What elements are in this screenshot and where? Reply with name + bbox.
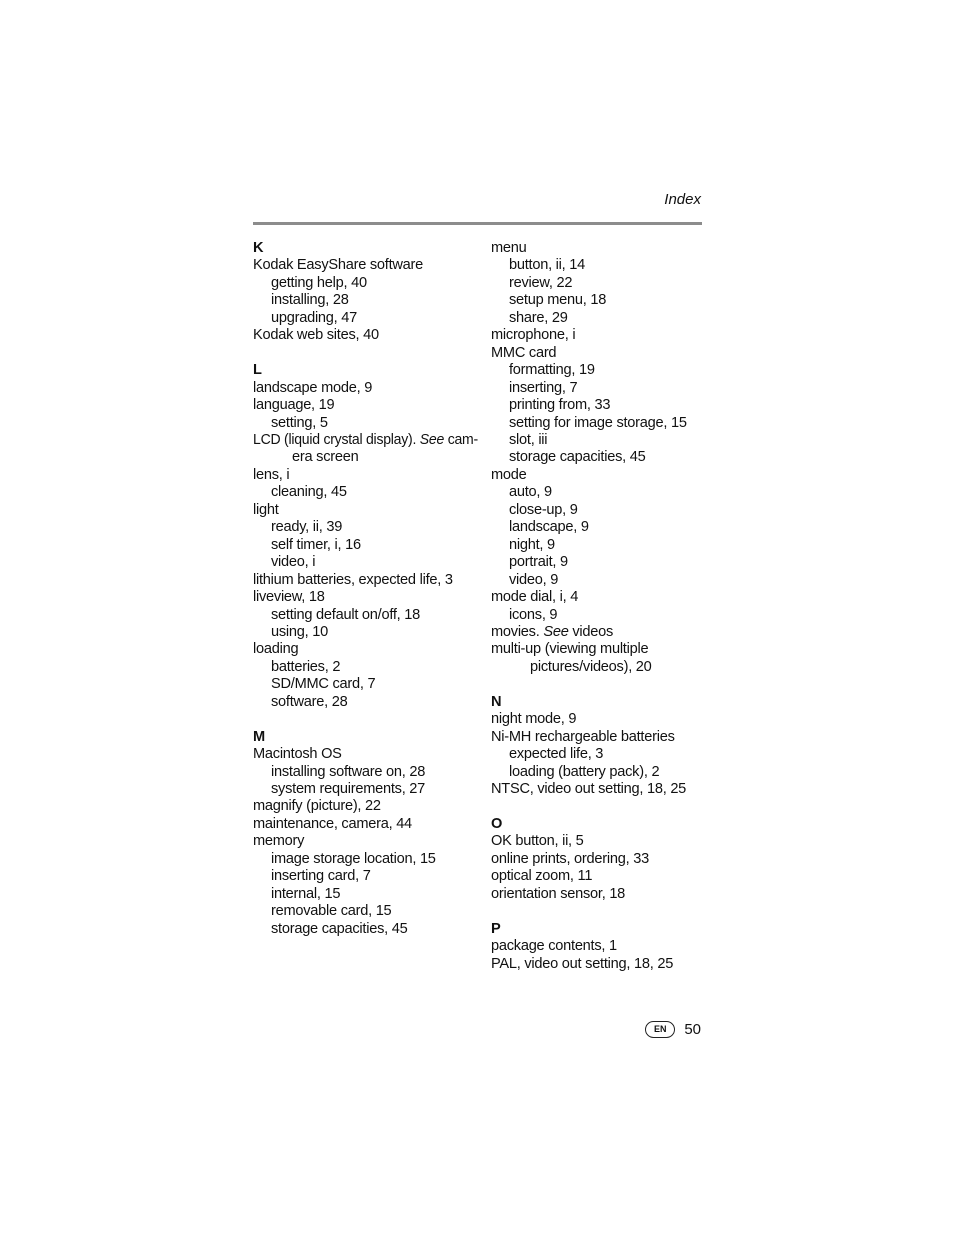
- running-header-title: Index: [664, 191, 701, 208]
- index-entry-text: M: [253, 728, 265, 745]
- index-entry-text: P: [491, 920, 501, 937]
- index-entry: [253, 641, 478, 658]
- index-subentry: [491, 537, 716, 554]
- index-subentry: [253, 484, 478, 501]
- index-entry-text: O: [491, 815, 503, 832]
- see-target-text: videos: [568, 623, 614, 640]
- index-entry-text: internal, 15: [271, 885, 341, 902]
- index-subentry: [253, 659, 478, 676]
- index-entry-text: setup menu, 18: [509, 292, 607, 309]
- index-entry-text: setting default on/off, 18: [271, 606, 421, 623]
- index-subentry: [253, 694, 478, 711]
- language-badge: EN: [645, 1021, 675, 1038]
- index-entry-text: night mode, 9: [491, 711, 577, 728]
- index-entry: [253, 833, 478, 850]
- index-subentry: [491, 397, 716, 414]
- see-reference: See: [419, 431, 445, 448]
- section-spacer: [491, 676, 716, 693]
- index-entry: [491, 956, 716, 973]
- index-entry-text: system requirements, 27: [271, 781, 426, 798]
- index-entry-text: landscape mode, 9: [253, 379, 373, 396]
- index-entry: [491, 938, 716, 955]
- index-entry: [491, 711, 716, 728]
- index-letter-heading: [491, 921, 716, 938]
- index-subentry: [491, 415, 716, 432]
- index-column-right: [491, 240, 716, 973]
- index-entry: [253, 589, 478, 606]
- index-entry-text: era screen: [292, 449, 359, 466]
- index-subentry: [253, 292, 478, 309]
- index-entry-text: video, 9: [509, 571, 559, 588]
- index-subentry: [253, 851, 478, 868]
- index-entry-text: share, 29: [509, 309, 568, 326]
- section-spacer: [253, 711, 478, 728]
- index-letter-heading: [491, 694, 716, 711]
- section-spacer: [491, 798, 716, 815]
- index-entry-continuation: [253, 449, 478, 466]
- index-entry-text: getting help, 40: [271, 274, 367, 291]
- index-entry-text: expected life, 3: [509, 746, 604, 763]
- index-subentry: [253, 554, 478, 571]
- index-subentry: [491, 764, 716, 781]
- index-entry-text: removable card, 15: [271, 903, 392, 920]
- index-subentry: [253, 676, 478, 693]
- index-subentry: [253, 537, 478, 554]
- index-entry: [491, 467, 716, 484]
- index-entry-text: multi-up (viewing multiple: [491, 641, 649, 658]
- index-entry-text: Ni-MH rechargeable batteries: [491, 728, 675, 745]
- index-subentry: [253, 624, 478, 641]
- index-entry-text: installing, 28: [271, 292, 349, 309]
- index-subentry: [253, 903, 478, 920]
- index-entry: [491, 781, 716, 798]
- index-subentry: [491, 484, 716, 501]
- index-subentry: [253, 868, 478, 885]
- index-entry-text: landscape, 9: [509, 519, 589, 536]
- index-entry: [253, 798, 478, 815]
- index-entry: [491, 327, 716, 344]
- index-entry-text: magnify (picture), 22: [253, 798, 381, 815]
- index-entry-continuation: [491, 659, 716, 676]
- index-entry-text: memory: [253, 833, 305, 850]
- section-spacer: [491, 903, 716, 920]
- index-entry-text: Kodak EasyShare software: [253, 257, 424, 274]
- index-entry-text: mode dial, i, 4: [491, 589, 579, 606]
- index-entry-text: liveview, 18: [253, 589, 325, 606]
- index-entry-text: maintenance, camera, 44: [253, 815, 412, 832]
- index-subentry: [253, 764, 478, 781]
- index-subentry: [491, 449, 716, 466]
- index-entry-text: LCD (liquid crystal display).: [253, 431, 420, 448]
- index-entry-text: OK button, ii, 5: [491, 833, 584, 850]
- index-subentry: [253, 519, 478, 536]
- index-entry-text: storage capacities, 45: [509, 449, 646, 466]
- index-entry-text: using, 10: [271, 623, 328, 640]
- index-entry-text: storage capacities, 45: [271, 920, 408, 937]
- index-entry-text: Kodak web sites, 40: [253, 327, 379, 344]
- index-subentry: [253, 921, 478, 938]
- index-entry: [491, 729, 716, 746]
- index-entry-text: lens, i: [253, 466, 290, 483]
- index-subentry: [253, 607, 478, 624]
- index-entry: [253, 257, 478, 274]
- index-entry: [253, 502, 478, 519]
- index-entry-text: cleaning, 45: [271, 484, 347, 501]
- index-subentry: [491, 380, 716, 397]
- index-entry-text: printing from, 33: [509, 397, 611, 414]
- index-entry: [253, 327, 478, 344]
- index-entry-text: loading (battery pack), 2: [509, 763, 660, 780]
- index-entry: [491, 345, 716, 362]
- index-entry-text: L: [253, 362, 262, 379]
- index-entry-text: review, 22: [509, 274, 573, 291]
- index-entry-text: orientation sensor, 18: [491, 885, 626, 902]
- index-entry-text: movies.: [491, 623, 544, 640]
- section-spacer: [253, 345, 478, 362]
- index-entry-text: language, 19: [253, 397, 335, 414]
- index-entry-text: setting, 5: [271, 414, 328, 431]
- index-entry-text: pictures/videos), 20: [530, 658, 652, 675]
- index-entry-text: formatting, 19: [509, 362, 595, 379]
- index-entry: [491, 833, 716, 850]
- index-letter-heading: [253, 240, 478, 257]
- index-subentry: [491, 257, 716, 274]
- index-entry-text: microphone, i: [491, 327, 576, 344]
- index-entry-text: optical zoom, 11: [491, 868, 593, 885]
- index-entry-text: inserting, 7: [509, 379, 578, 396]
- index-entry-text: online prints, ordering, 33: [491, 850, 649, 867]
- index-subentry: [491, 502, 716, 519]
- index-entry: [253, 380, 478, 397]
- index-entry: [491, 851, 716, 868]
- index-entry: [253, 816, 478, 833]
- index-entry-text: loading: [253, 641, 299, 658]
- index-letter-heading: [253, 362, 478, 379]
- page-footer: [645, 1021, 701, 1038]
- index-entry-text: installing software on, 28: [271, 763, 426, 780]
- index-subentry: [491, 607, 716, 624]
- index-subentry: [253, 275, 478, 292]
- index-letter-heading: [253, 729, 478, 746]
- index-entry: [491, 240, 716, 257]
- index-subentry: [491, 432, 716, 449]
- index-entry-text: software, 28: [271, 693, 348, 710]
- index-entry: [253, 397, 478, 414]
- index-subentry: [491, 519, 716, 536]
- index-entry: [253, 467, 478, 484]
- index-entry-text: image storage location, 15: [271, 850, 436, 867]
- see-target-text: cam-: [444, 431, 478, 448]
- index-entry: [491, 868, 716, 885]
- index-letter-heading: [491, 816, 716, 833]
- index-entry-text: upgrading, 47: [271, 309, 358, 326]
- index-entry-text: PAL, video out setting, 18, 25: [491, 955, 674, 972]
- index-entry-text: auto, 9: [509, 484, 552, 501]
- index-entry-text: Macintosh OS: [253, 746, 342, 763]
- index-entry-text: K: [253, 240, 264, 256]
- index-subentry: [491, 275, 716, 292]
- index-column-left: [253, 240, 478, 938]
- index-subentry: [491, 310, 716, 327]
- index-subentry: [491, 746, 716, 763]
- index-entry: [253, 431, 478, 449]
- index-entry-text: button, ii, 14: [509, 257, 586, 274]
- index-entry-text: MMC card: [491, 344, 557, 361]
- index-entry-text: menu: [491, 240, 527, 256]
- index-entry-text: lithium batteries, expected life, 3: [253, 571, 453, 588]
- index-entry-text: portrait, 9: [509, 554, 568, 571]
- index-entry-text: night, 9: [509, 536, 555, 553]
- index-subentry: [253, 415, 478, 432]
- index-entry: [491, 641, 716, 658]
- index-entry-text: NTSC, video out setting, 18, 25: [491, 781, 687, 798]
- index-subentry: [253, 310, 478, 327]
- index-entry: [253, 746, 478, 763]
- index-entry-text: N: [491, 693, 502, 710]
- index-subentry: [253, 781, 478, 798]
- index-entry-text: close-up, 9: [509, 501, 578, 518]
- index-entry-text: icons, 9: [509, 606, 558, 623]
- index-subentry: [253, 886, 478, 903]
- index-entry-text: inserting card, 7: [271, 868, 371, 885]
- index-entry-text: ready, ii, 39: [271, 519, 343, 536]
- index-subentry: [491, 292, 716, 309]
- index-entry: [491, 624, 716, 641]
- index-entry-text: video, i: [271, 554, 316, 571]
- index-subentry: [491, 554, 716, 571]
- index-entry: [491, 589, 716, 606]
- header-rule: [253, 222, 702, 225]
- index-entry-text: batteries, 2: [271, 658, 341, 675]
- see-reference: See: [543, 623, 569, 640]
- index-entry-text: SD/MMC card, 7: [271, 676, 376, 693]
- index-subentry: [491, 362, 716, 379]
- index-entry-text: light: [253, 501, 279, 518]
- index-entry-text: package contents, 1: [491, 938, 617, 955]
- index-entry-text: mode: [491, 466, 527, 483]
- index-subentry: [491, 572, 716, 589]
- index-entry-text: self timer, i, 16: [271, 536, 361, 553]
- index-entry-text: setting for image storage, 15: [509, 414, 687, 431]
- index-entry: [253, 572, 478, 589]
- page-number: 50: [684, 1021, 701, 1038]
- index-entry: [491, 886, 716, 903]
- index-entry-text: slot, iii: [509, 431, 548, 448]
